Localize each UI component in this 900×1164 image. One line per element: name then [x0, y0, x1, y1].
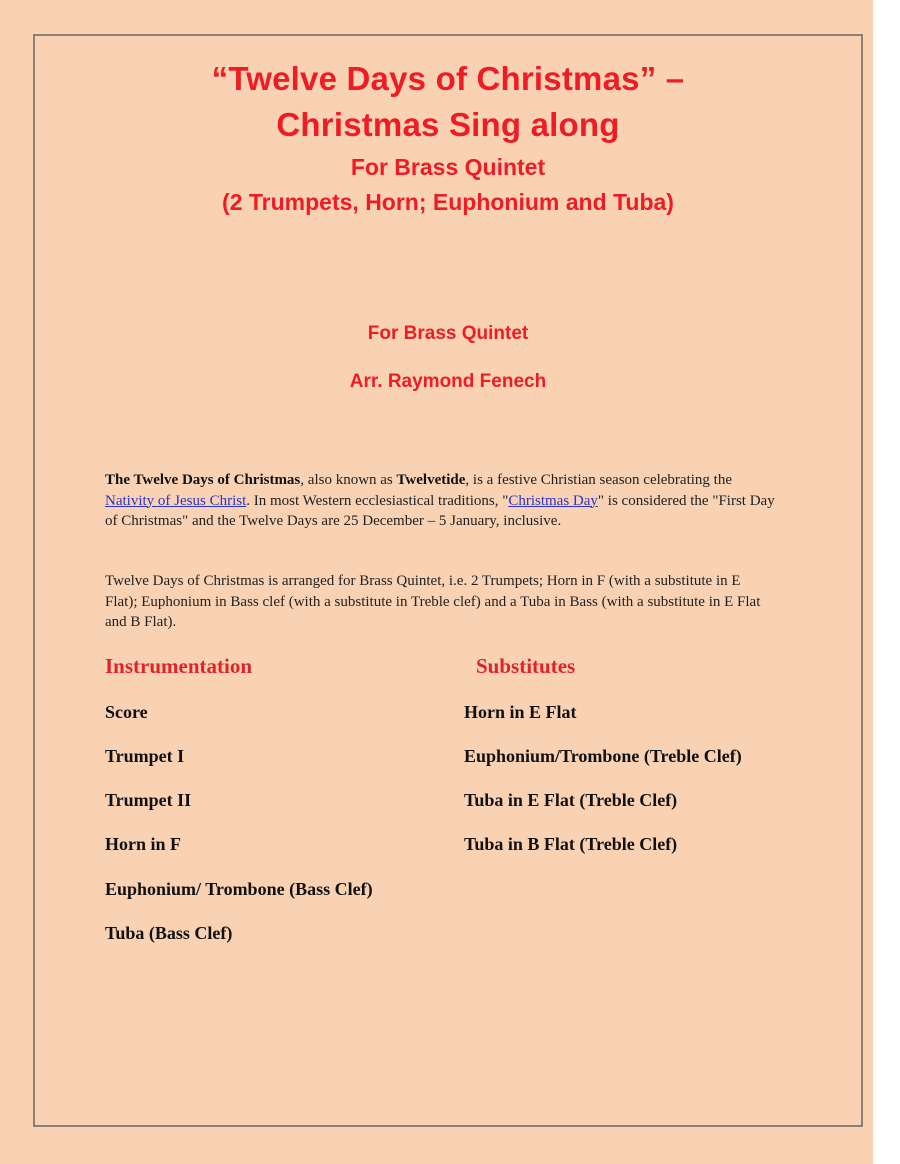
instrumentation-heading: Instrumentation: [105, 654, 253, 678]
christmas-day-link[interactable]: Christmas Day: [508, 492, 598, 509]
instrument-item-score: Score: [105, 702, 148, 722]
substitute-item-tuba-eb: Tuba in E Flat (Treble Clef): [464, 790, 678, 810]
intro-text-3: . In most Western ecclesiastical traditions, ": [246, 492, 509, 509]
arrangement-paragraph: Twelve Days of Christmas is arranged for Brass Quintet, i.e. 2 Trumpets; Horn in F (with a substitute in E Flat); Euphonium in Bass clef (with a substitute in Treble clef) and a Tuba in Bass (with a substitute in E Flat and B Flat).: [105, 573, 761, 630]
subtitle-line-1: For Brass Quintet: [350, 154, 546, 180]
substitute-item-tuba-bb: Tuba in B Flat (Treble Clef): [464, 834, 678, 854]
intro-text-1: , also known as: [300, 472, 397, 488]
ensemble-label: For Brass Quintet: [367, 323, 529, 344]
arranger-label: Arr. Raymond Fenech: [349, 371, 547, 392]
instrument-item-euphonium: Euphonium/ Trombone (Bass Clef): [105, 879, 373, 899]
intro-text-4: " is considered the "First Day of Christmas" and the Twelve Days are 25 December – 5 January, inclusive.: [105, 492, 775, 529]
substitute-item-euphonium-treble: Euphonium/Trombone (Treble Clef): [464, 746, 742, 766]
instrument-item-horn: Horn in F: [105, 834, 182, 854]
nativity-link[interactable]: Nativity of Jesus Christ: [105, 492, 247, 509]
instrument-item-trumpet-2: Trumpet II: [105, 790, 192, 810]
substitute-item-horn-eb: Horn in E Flat: [464, 702, 577, 722]
title-line-2: Christmas Sing along: [276, 106, 620, 143]
substitutes-heading: Substitutes: [476, 654, 576, 678]
instrument-item-trumpet-1: Trumpet I: [105, 746, 185, 766]
instrument-item-tuba: Tuba (Bass Clef): [105, 923, 233, 943]
intro-alias: Twelvetide: [396, 472, 466, 488]
title-line-1: “Twelve Days of Christmas” –: [211, 60, 685, 97]
intro-text-2: , is a festive Christian season celebrating the: [465, 472, 732, 488]
intro-term: The Twelve Days of Christmas: [105, 472, 301, 488]
title-block: [33, 56, 863, 220]
subtitle-line-2: (2 Trumpets, Horn; Euphonium and Tuba): [222, 189, 674, 215]
intro-paragraph: [105, 470, 775, 532]
